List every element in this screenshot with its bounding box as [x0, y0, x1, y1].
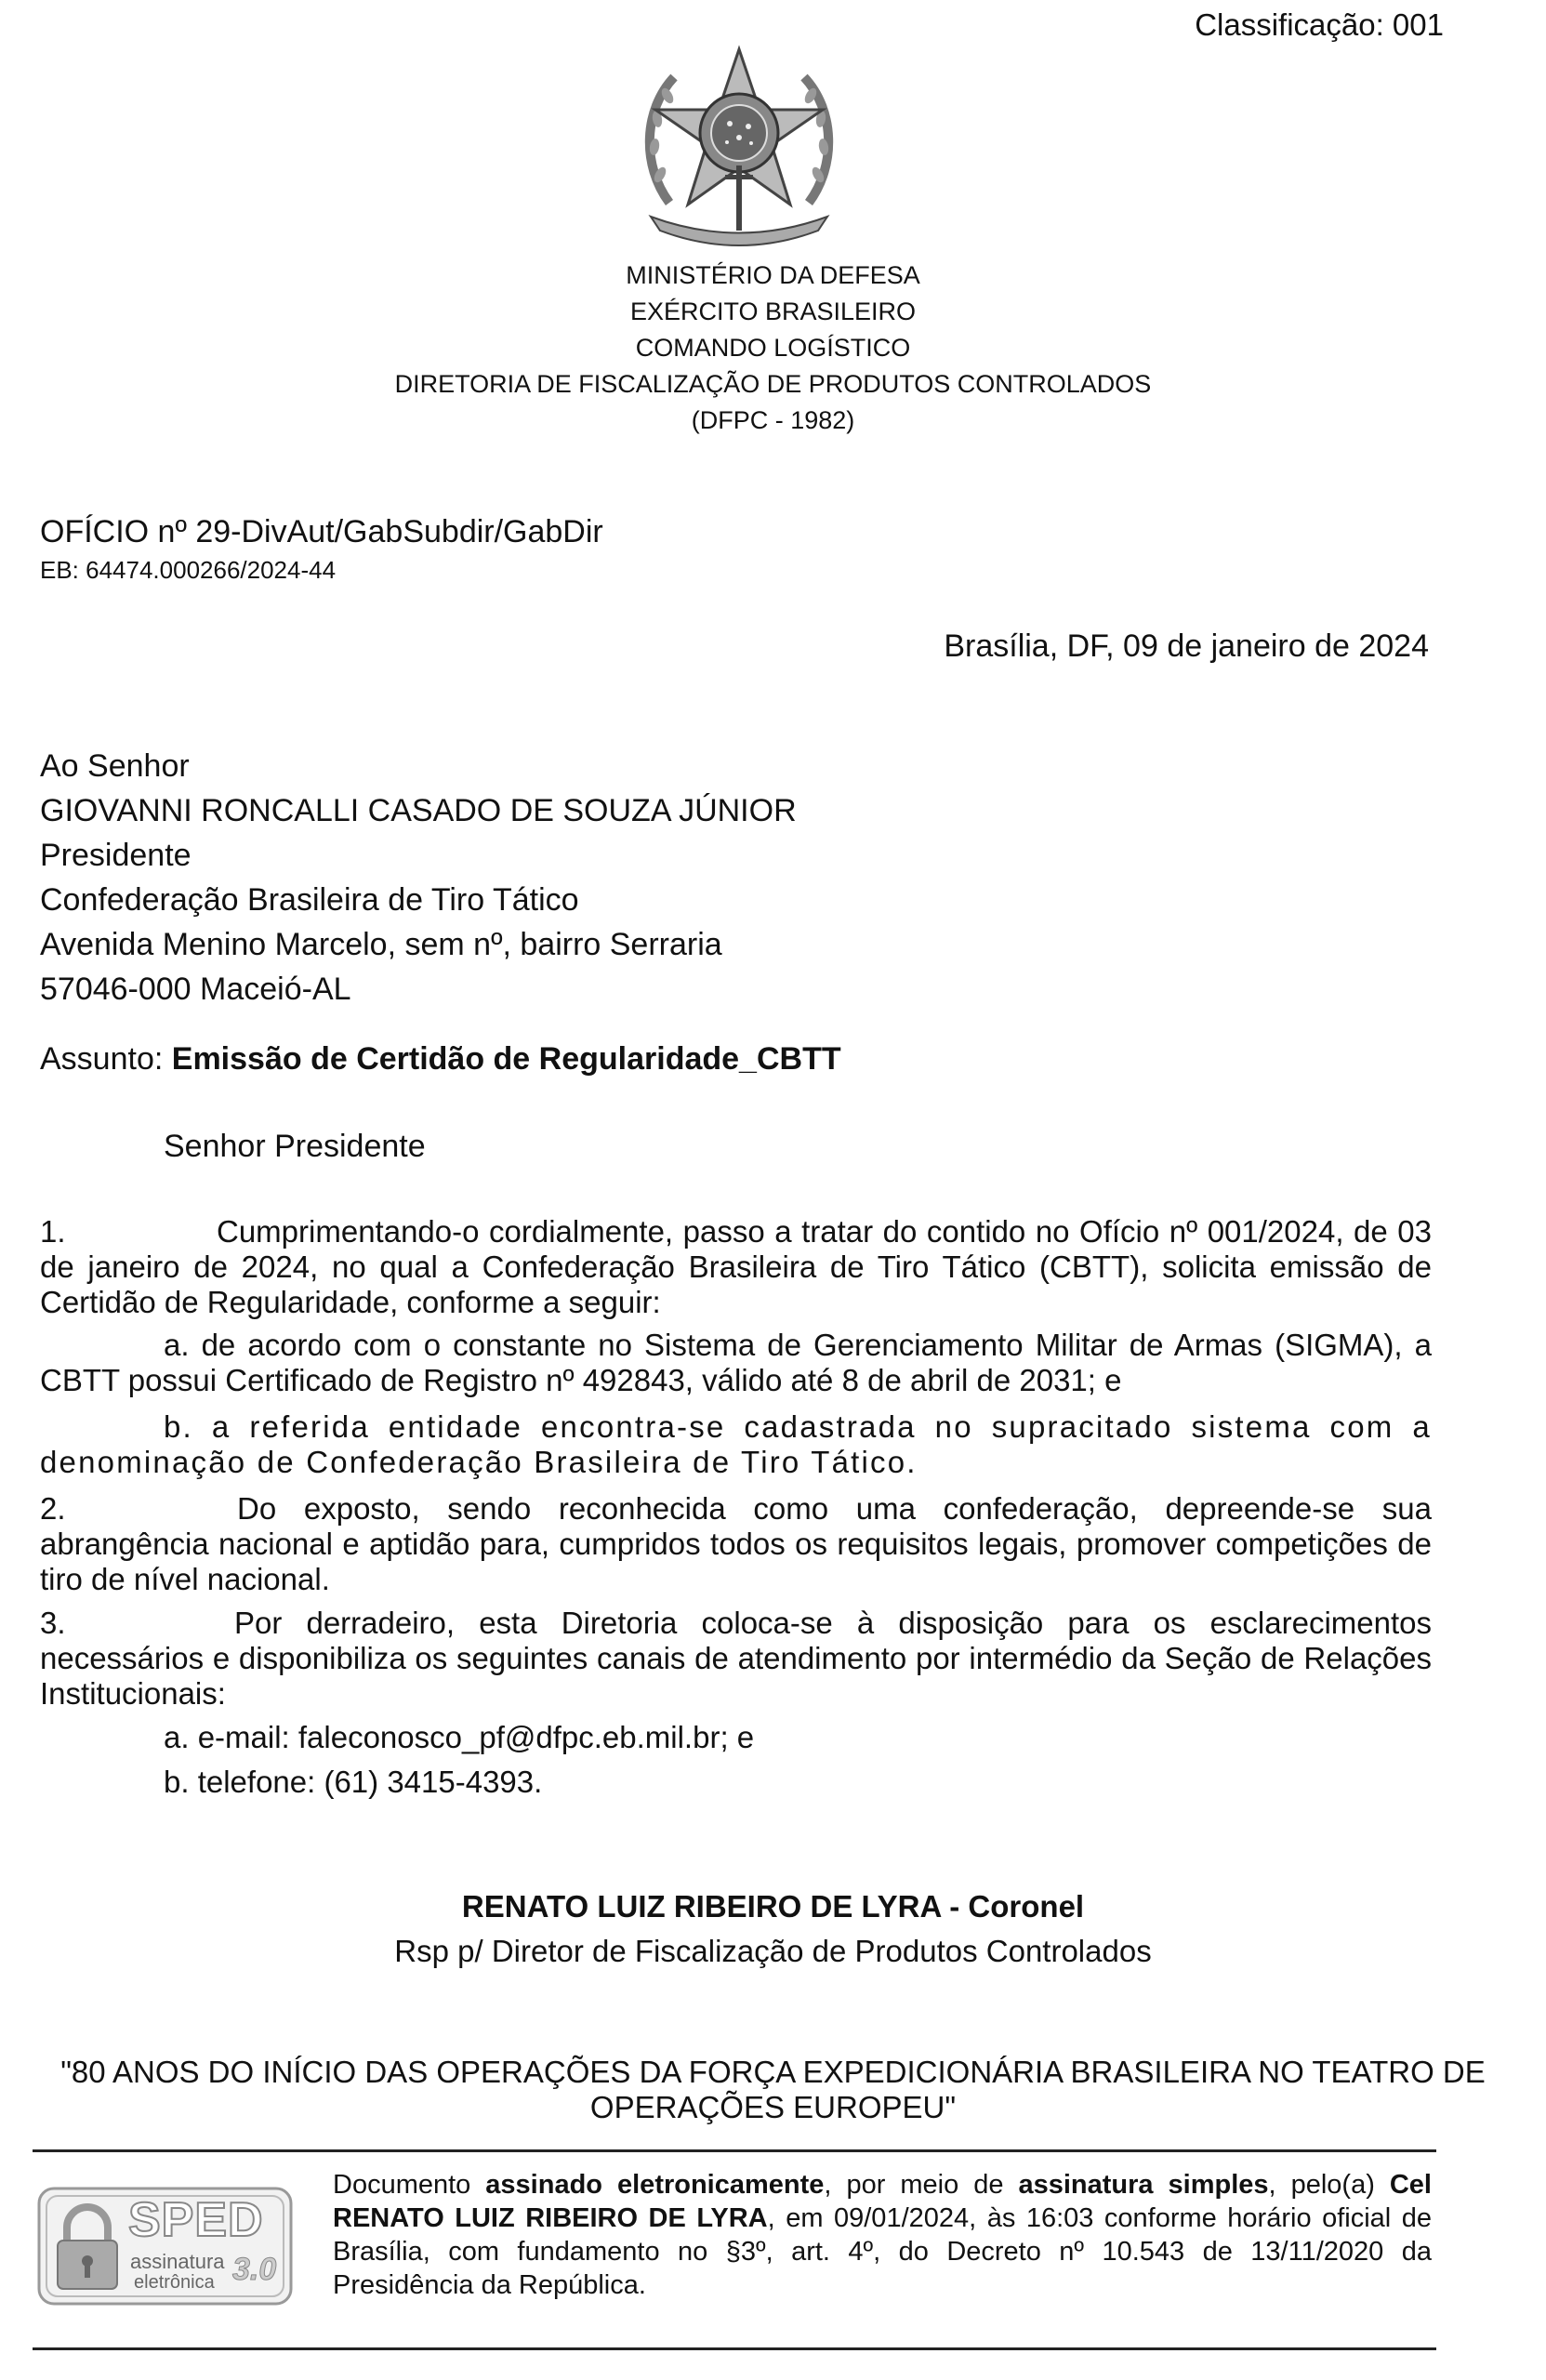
header-line-directorate: DIRETORIA DE FISCALIZAÇÃO DE PRODUTOS CONTROLADOS	[394, 370, 1152, 398]
footer-text-4: , em 09/01/2024, às 16:03 conforme horário oficial de Brasília, com fundamento no §3º, art. 4º, do Decreto nº 10.543 de 13/11/2020 da Presidência da República.	[333, 2203, 1432, 2300]
sped-signature-badge	[37, 2187, 293, 2306]
paragraph-3-number: 3.	[40, 1606, 66, 1640]
paragraph-1-text: Cumprimentando-o cordialmente, passo a tratar do contido no Ofício nº 001/2024, de 03 de janeiro de 2024, no qual a Confederação Brasileira de Tiro Tático (CBTT), solicita emissão de Certidão de Regularidade, conforme a seguir:	[40, 1214, 1432, 1319]
footer-signer: Cel RENATO LUIZ RIBEIRO DE LYRA	[333, 2170, 1432, 2233]
signatory-role: Rsp p/ Diretor de Fiscalização de Produtos Controlados	[394, 1934, 1152, 1968]
institutional-motto: "80 ANOS DO INÍCIO DAS OPERAÇÕES DA FORÇA EXPEDICIONÁRIA BRASILEIRA NO TEATRO DE OPERAÇÕES EUROPEU"	[60, 2055, 1486, 2124]
paragraph-3a-email: a. e-mail: faleconosco_pf@dfpc.eb.mil.br; e	[164, 1720, 755, 1754]
header-line-army: EXÉRCITO BRASILEIRO	[629, 298, 917, 325]
paragraph-3b-phone: b. telefone: (61) 3415-4393.	[164, 1765, 543, 1799]
issuing-authority-header	[0, 258, 1546, 439]
oficio-number: OFÍCIO nº 29-DivAut/GabSubdir/GabDir	[40, 514, 603, 549]
sped-title: SPED	[128, 2193, 264, 2247]
classification-label: Classificação: 001	[1195, 7, 1444, 42]
subject-label: Assunto:	[40, 1041, 164, 1077]
recipient-salutation: Ao Senhor	[40, 748, 190, 784]
recipient-address: Avenida Menino Marcelo, sem nº, bairro Serraria	[40, 927, 722, 962]
subject-text: Emissão de Certidão de Regularidade_CBTT	[171, 1041, 841, 1077]
paragraph-1b: b. a referida entidade encontra-se cadastrada no supracitado sistema com a denominação de Confederação Brasileira de Tiro Tático.	[40, 1409, 1432, 1479]
recipient-block	[40, 744, 797, 1012]
header-line-acronym: (DFPC - 1982)	[691, 406, 855, 434]
brazil-coat-of-arms-icon	[632, 45, 846, 247]
paragraph-2-text: Do exposto, sendo reconhecida como uma confederação, depreende-se sua abrangência nacional e aptidão para, cumpridos todos os requisitos legais, promover competições de tiro de nível nacional.	[40, 1491, 1432, 1596]
paragraph-3	[40, 1606, 1432, 1712]
recipient-city: 57046-000 Maceió-AL	[40, 972, 351, 1007]
recipient-title: Presidente	[40, 838, 192, 873]
recipient-name: GIOVANNI RONCALLI CASADO DE SOUZA JÚNIOR	[40, 793, 797, 828]
signatory-name: RENATO LUIZ RIBEIRO DE LYRA - Coronel	[461, 1889, 1085, 1924]
footer-text-3: , pelo(a)	[1268, 2170, 1390, 2200]
paragraph-2	[40, 1491, 1432, 1597]
sped-line-2: eletrônica	[134, 2272, 215, 2293]
paragraph-1	[40, 1214, 1432, 1320]
paragraph-2-number: 2.	[40, 1491, 66, 1526]
header-line-command: COMANDO LOGÍSTICO	[635, 334, 911, 362]
footer-text-1: Documento	[333, 2170, 486, 2200]
footer-text-2: , por meio de	[824, 2170, 1019, 2200]
greeting: Senhor Presidente	[164, 1129, 426, 1164]
electronic-signature-notice	[333, 2168, 1432, 2302]
eb-protocol: EB: 64474.000266/2024-44	[40, 556, 337, 584]
document-date: Brasília, DF, 09 de janeiro de 2024	[944, 628, 1429, 664]
paragraph-1-number: 1.	[40, 1214, 66, 1249]
sped-version: 3.0	[232, 2252, 277, 2287]
footer-divider	[33, 2149, 1436, 2152]
recipient-organization: Confederação Brasileira de Tiro Tático	[40, 882, 579, 918]
header-line-ministry: MINISTÉRIO DA DEFESA	[626, 261, 920, 289]
bottom-divider	[33, 2347, 1436, 2350]
paragraph-1a: a. de acordo com o constante no Sistema de Gerenciamento Militar de Armas (SIGMA), a CBTT possui Certificado de Registro nº 492843, válido até 8 de abril de 2031; e	[40, 1328, 1432, 1397]
footer-bold-2: assinatura simples	[1018, 2170, 1269, 2200]
sped-line-1: assinatura	[130, 2250, 225, 2273]
footer-bold-1: assinado eletronicamente	[485, 2170, 825, 2200]
subject-line	[40, 1041, 841, 1078]
paragraph-3-text: Por derradeiro, esta Diretoria coloca-se à disposição para os esclarecimentos necessários e disponibiliza os seguintes canais de atendimento por intermédio da Seção de Relações Institucionais:	[40, 1606, 1432, 1711]
